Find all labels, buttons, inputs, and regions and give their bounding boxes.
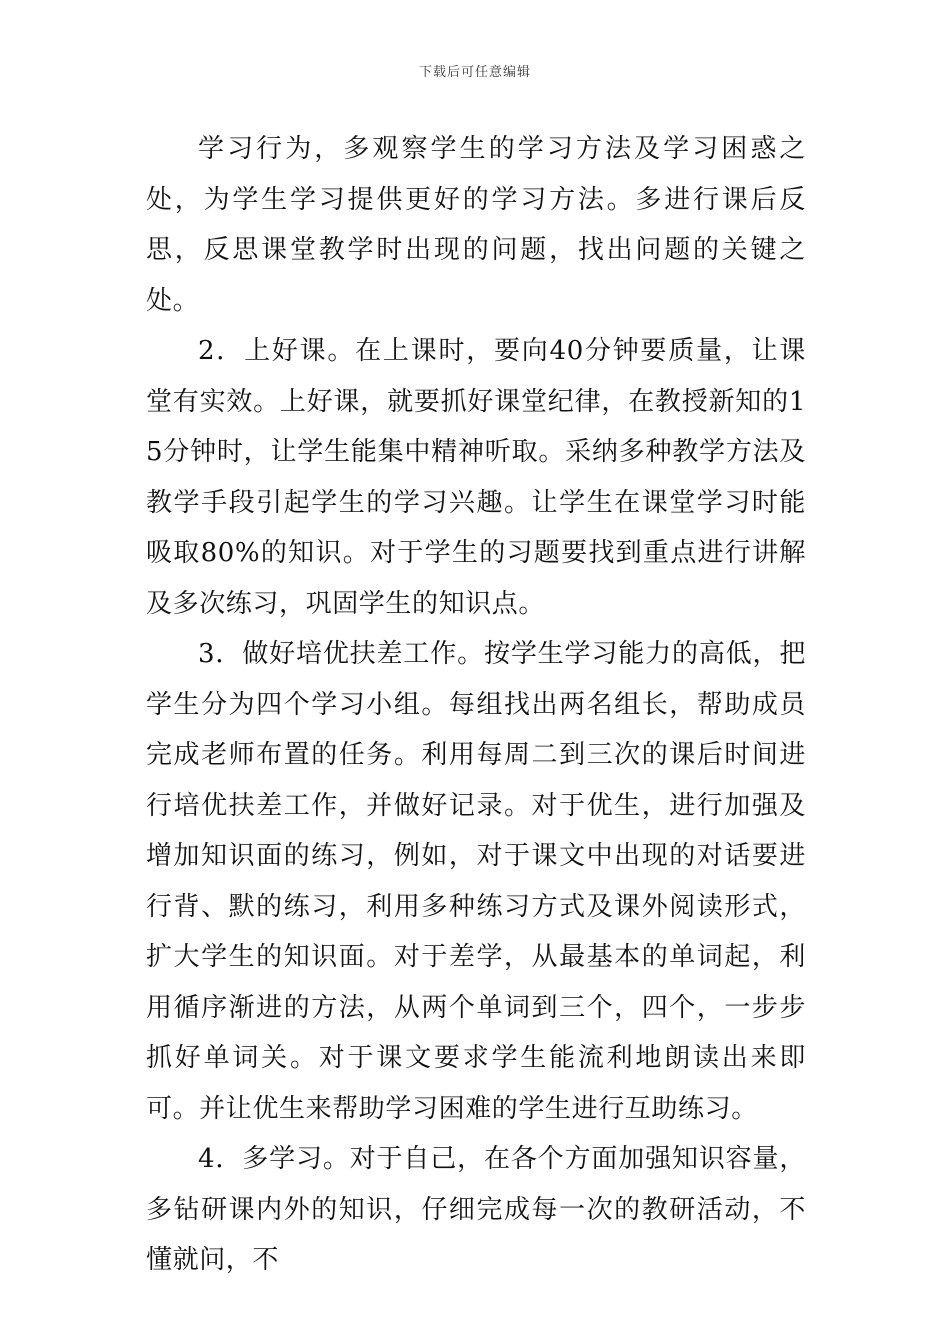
paragraph-4: 4．多学习。对于自己，在各个方面加强知识容量，多钻研课内外的知识，仔细完成每一次的教研活动，不懂就问，不 — [146, 1144, 806, 1275]
paragraph-3: 3．做好培优扶差工作。按学生学习能力的高低，把学生分为四个学习小组。每组找出两名组长，帮助成员完成老师布置的任务。利用每周二到三次的课后时间进行培优扶差工作，并做好记录。对于优生，进行加强及增加知识面的练习，例如，对于课文中出现的对话要进行背、默的练习，利用多种练习方式及课外阅读形式，扩大学生的知识面。对于差学，从最基本的单词起，利用循序渐进的方法，从两个单词到三个，四个，一步步抓好单词关。对于课文要求学生能流利地朗读出来即可。并让优生来帮助学习困难的学生进行互助练习。 — [146, 639, 806, 1124]
document-body — [146, 124, 806, 1286]
paragraph-1: 学习行为，多观察学生的学习方法及学习困惑之处，为学生学习提供更好的学习方法。多进行课后反思，反思课堂教学时出现的问题，找出问题的关键之处。 — [146, 134, 806, 316]
page-header: 下载后可任意编辑 — [418, 65, 531, 80]
paragraph-2: 2．上好课。在上课时，要向40分钟要质量，让课堂有实效。上好课，就要抓好课堂纪律，在教授新知的15分钟时，让学生能集中精神听取。采纳多种教学方法及教学手段引起学生的学习兴趣。让学生在课堂学习时能吸取80%的知识。对于学生的习题要找到重点进行讲解及多次练习，巩固学生的知识点。 — [146, 336, 806, 619]
